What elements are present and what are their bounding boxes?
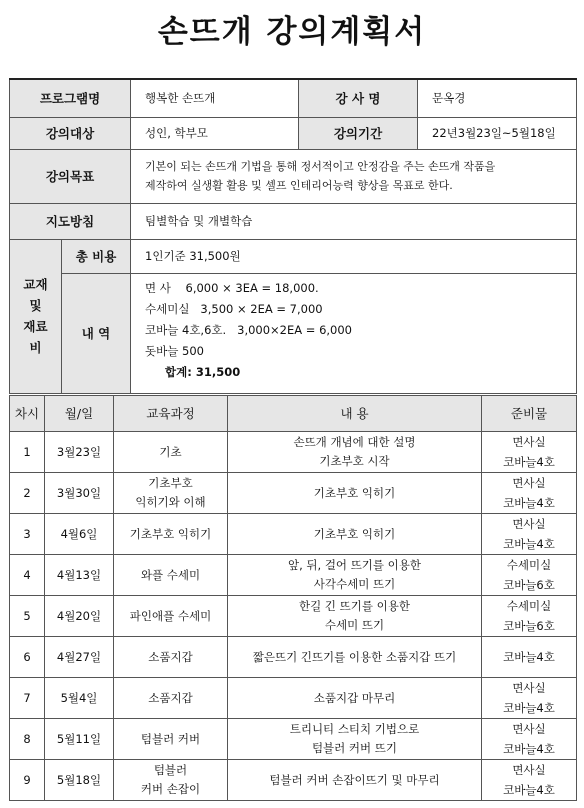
session-number: 8 [10,719,45,760]
session-supplies-line: 코바늘6호 [503,619,555,633]
session-course [114,473,228,514]
session-content [228,555,482,596]
session-supplies-line: 코바늘4호 [503,701,555,715]
session-supplies [482,432,577,473]
target-value: 성인, 학부모 [131,117,299,149]
schedule-table [9,395,577,801]
materials-side-line: 교재 [23,277,48,292]
session-course [114,637,228,678]
session-content-line: 텀블러 커버 뜨기 [311,741,398,755]
cost-line: 코바늘 4호,6호. 3,000×2EA = 6,000 [145,322,353,337]
session-course-line: 기초부호 [148,476,193,490]
session-supplies-line: 코바늘4호 [503,783,555,797]
session-date: 4월20일 [45,596,114,637]
info-table [9,78,577,394]
session-course [114,432,228,473]
session-content [228,473,482,514]
session-content-line: 수세미 뜨기 [324,618,385,632]
table-row [10,514,577,555]
materials-side-line: 비 [29,340,42,355]
session-content [228,760,482,801]
table-row [10,719,577,760]
schedule-body [10,432,577,801]
session-supplies-line: 면사실 [512,517,546,531]
session-supplies [482,473,577,514]
table-row [10,760,577,801]
session-course-line: 파인애플 수세미 [129,608,212,623]
session-supplies-line: 면사실 [512,476,546,490]
instructor-value: 문옥경 [418,79,577,117]
table-row [10,555,577,596]
total-cost-label: 총 비용 [62,239,131,273]
header-course: 교육과정 [114,396,228,432]
session-date: 4월27일 [45,637,114,678]
materials-side-line: 및 [29,298,42,313]
session-supplies-line: 면사실 [512,722,546,736]
session-date: 3월30일 [45,473,114,514]
goal-label: 강의목표 [10,149,131,203]
session-course [114,555,228,596]
session-supplies-line: 수세미실 [506,599,552,613]
cost-sum: 합계: 31,500 [165,364,241,379]
session-content-line: 텀블러 커버 손잡이뜨기 및 마무리 [269,772,440,787]
session-number: 5 [10,596,45,637]
session-course [114,678,228,719]
session-content [228,596,482,637]
instructor-label: 강 사 명 [299,79,418,117]
session-number: 3 [10,514,45,555]
session-date: 4월6일 [45,514,114,555]
session-course [114,514,228,555]
session-supplies-line: 코바늘4호 [503,537,555,551]
detail-label: 내 역 [62,273,131,393]
session-content-line: 짧은뜨기 긴뜨기를 이용한 소품지갑 뜨기 [252,649,457,664]
table-row [10,432,577,473]
session-supplies [482,637,577,678]
session-course-line: 소품지갑 [148,690,193,705]
session-supplies-line: 코바늘4호 [503,455,555,469]
session-content-line: 기초부호 익히기 [313,526,396,541]
session-date: 5월18일 [45,760,114,801]
header-content: 내 용 [228,396,482,432]
program-label: 프로그램명 [10,79,131,117]
period-value: 22년3월23일~5월18일 [418,117,577,149]
session-course [114,719,228,760]
session-content [228,719,482,760]
period-label: 강의기간 [299,117,418,149]
goal-line: 기본이 되는 손뜨개 기법을 통해 정서적이고 안정감을 주는 손뜨개 작품을 [145,160,496,173]
cost-line: 면 사 6,000 × 3EA = 18,000. [145,280,319,295]
session-supplies [482,514,577,555]
session-supplies-line: 코바늘4호 [503,742,555,756]
target-label: 강의대상 [10,117,131,149]
materials-side-label [10,239,62,393]
table-row [10,473,577,514]
session-content-line: 소품지갑 마무리 [313,690,396,705]
session-supplies [482,555,577,596]
session-course-line: 기초부호 익히기 [129,526,212,541]
session-number: 2 [10,473,45,514]
session-content-line: 한길 긴 뜨기를 이용한 [299,599,410,613]
total-cost-value: 1인기준 31,500원 [131,239,577,273]
goal-text [131,149,577,203]
session-course [114,596,228,637]
header-session: 차시 [10,396,45,432]
session-number: 4 [10,555,45,596]
session-date: 5월11일 [45,719,114,760]
session-date: 5월4일 [45,678,114,719]
session-supplies-line: 코바늘4호 [503,496,555,510]
goal-line: 제작하여 실생활 활용 및 셀프 인테리어능력 향상을 목표로 한다. [145,179,453,192]
session-date: 4월13일 [45,555,114,596]
cost-details [131,273,577,393]
session-course-line: 텀블러 [153,763,188,777]
session-course-line: 커버 손잡이 [140,782,201,796]
materials-side-line: 재료 [23,319,48,334]
session-content-line: 트리니티 스티치 기법으로 [289,722,420,736]
session-course-line: 와플 수세미 [140,567,201,582]
session-course-line: 익히기와 이해 [135,495,206,509]
session-course [114,760,228,801]
session-supplies [482,760,577,801]
session-course-line: 텀블러 커버 [140,731,201,746]
session-course-line: 소품지갑 [148,649,193,664]
session-content-line: 사각수세미 뜨기 [313,577,396,591]
table-row [10,637,577,678]
session-number: 1 [10,432,45,473]
header-date: 월/일 [45,396,114,432]
table-row [10,678,577,719]
cost-line: 돗바늘 500 [145,343,204,358]
session-supplies-line: 코바늘4호 [503,650,555,664]
session-content-line: 기초부호 익히기 [313,485,396,500]
session-supplies [482,596,577,637]
session-supplies-line: 면사실 [512,435,546,449]
session-number: 9 [10,760,45,801]
session-supplies [482,719,577,760]
session-content [228,514,482,555]
session-supplies [482,678,577,719]
table-row [10,596,577,637]
page-title: 손뜨개 강의계획서 [157,14,427,50]
session-content [228,678,482,719]
header-supplies: 준비물 [482,396,577,432]
method-label: 지도방침 [10,203,131,239]
cost-line: 수세미실 3,500 × 2EA = 7,000 [145,301,323,316]
session-supplies-line: 면사실 [512,681,546,695]
session-number: 6 [10,637,45,678]
session-supplies-line: 수세미실 [506,558,552,572]
session-course-line: 기초 [159,444,182,459]
session-number: 7 [10,678,45,719]
session-content-line: 기초부호 시작 [319,454,390,468]
program-value: 행복한 손뜨개 [131,79,299,117]
session-supplies-line: 면사실 [512,763,546,777]
method-value: 팀별학습 및 개별학습 [131,203,577,239]
session-supplies-line: 코바늘6호 [503,578,555,592]
session-date: 3월23일 [45,432,114,473]
session-content-line: 손뜨개 개념에 대한 설명 [293,435,416,449]
session-content [228,637,482,678]
session-content-line: 앞, 뒤, 걸어 뜨기를 이용한 [287,558,422,572]
session-content [228,432,482,473]
